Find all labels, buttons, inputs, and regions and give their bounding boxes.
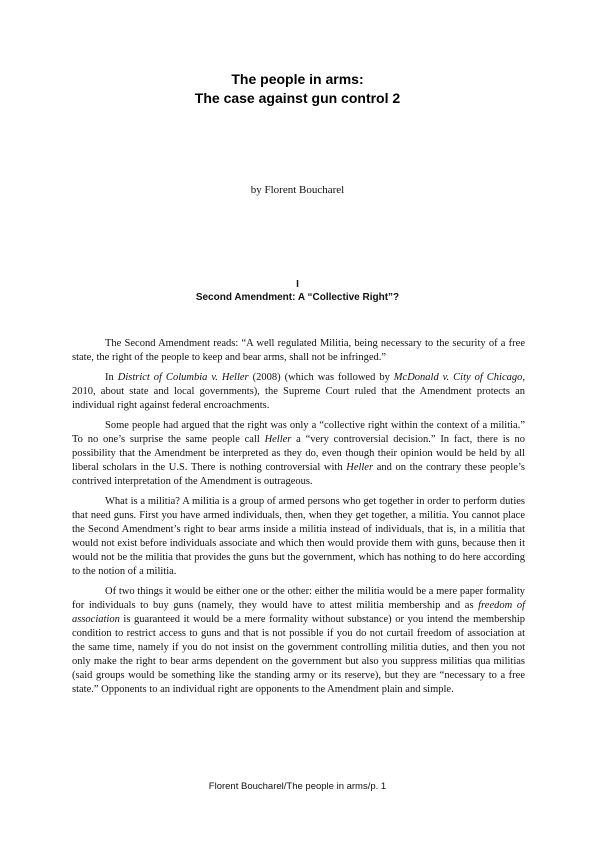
case-citation: District of Columbia v. Heller xyxy=(117,372,249,383)
section-number: I xyxy=(296,279,299,290)
text-run: Some people had argued that the right was only a “collective right within the context of a militia.” To no one’s surprise the same people call xyxy=(72,420,525,445)
text-run: In xyxy=(105,372,118,383)
text-run: a “very controversial decision.” In fact, there is no possibility that the Amendment be interpreted as they do, even though their opinion would be held by all liberal scholars in the U.S. There is nothing controversial with xyxy=(72,434,525,473)
case-citation: McDonald v. City of Chicago xyxy=(393,372,523,383)
paragraph-2 xyxy=(72,371,525,413)
text-run: (2008) (which was followed by xyxy=(248,372,394,383)
title-line-2: The case against gun control 2 xyxy=(194,90,401,106)
body-text xyxy=(72,337,525,703)
author-byline: by Florent Boucharel xyxy=(250,184,345,196)
paragraph-1: The Second Amendment reads: “A well regulated Militia, being necessary to the security of a free state, the right of the people to keep and bear arms, shall not be infringed.” xyxy=(72,338,525,363)
case-citation: Heller xyxy=(264,434,292,445)
page-footer: Florent Boucharel/The people in arms/p. 1 xyxy=(208,781,387,792)
paragraph-3 xyxy=(72,419,525,489)
text-run: , 2010, about state and local governments), the Supreme Court ruled that the Amendment protects an individual right against federal encroachments. xyxy=(72,372,525,411)
paragraph-5 xyxy=(72,585,525,697)
paragraph-4: What is a militia? A militia is a group of armed persons who get together in order to perform duties that need guns. First you have armed individuals, then, when they get together, a militia. You cannot place the Second Amendment’s right to bear arms inside a militia instead of individuals, that is, in a militia that would not exist before individuals associate and which then would provide them with guns, because then it would not be the militia that provides the guns but the government, which has nothing to do here according to the notion of a militia. xyxy=(72,496,525,577)
title-line-1: The people in arms: xyxy=(231,71,364,87)
text-run: Of two things it would be either one or the other: either the militia would be a mere paper formality for individuals to buy guns (namely, they would have to attest militia membership and as xyxy=(72,586,525,611)
text-run: is guaranteed it would be a mere formality without substance) or you intend the membership condition to restrict access to guns and that is not possible if you do not curtail freedom of association at the same time, namely if you do not insist on the government controlling militia duties, and then you not only make the right to bear arms dependent on the government but also you suppress militias qua militias (said groups would be something like the standing army or its reserve), but they are “necessary to a free state.” Opponents to an individual right are opponents to the Amendment plain and simple. xyxy=(72,614,525,695)
case-citation: Heller xyxy=(346,462,374,473)
emphasis: freedom of association xyxy=(72,600,525,625)
section-heading: Second Amendment: A “Collective Right”? xyxy=(195,292,400,303)
document-title xyxy=(0,70,595,108)
text-run: and on the contrary these people’s contrived interpretation of the Amendment is outrageous. xyxy=(72,462,525,487)
